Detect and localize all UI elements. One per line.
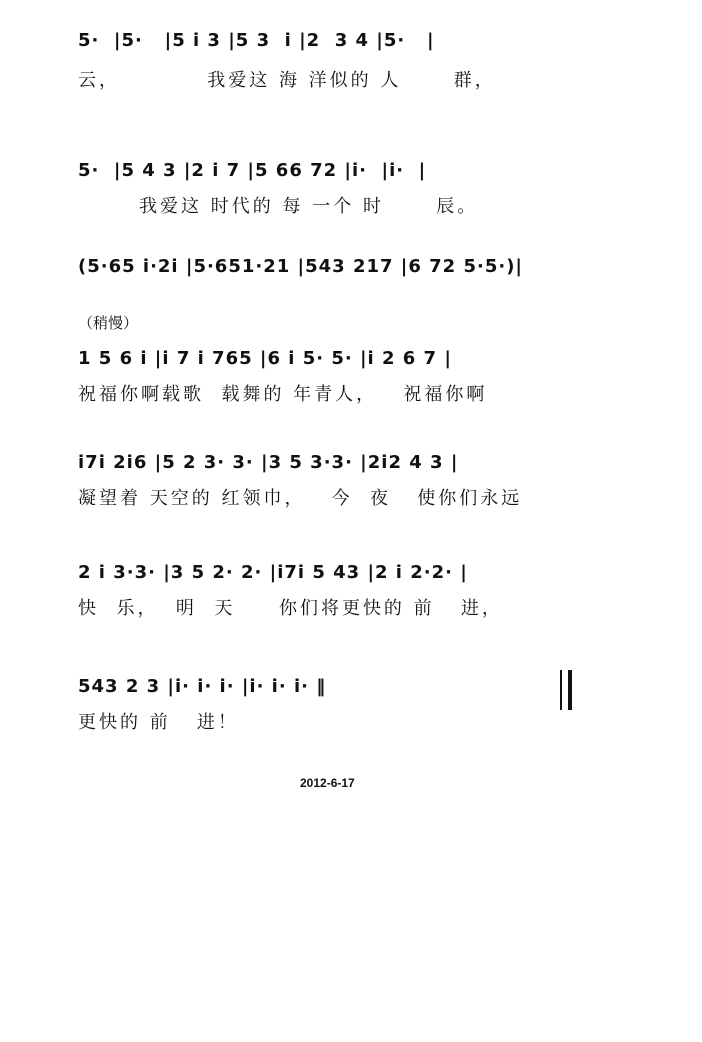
notation-line-1: 5· |5· |5 i 3 |5 3 i |2 3 4 |5· |	[78, 30, 435, 51]
tempo-mark: （稍慢）	[78, 314, 139, 332]
lyrics-line-6: 快 乐， 明 天 你们将更快的 前 进，	[78, 598, 503, 619]
lyrics-line-5: 凝望着 天空的 红领巾， 今 夜 使你们永远	[78, 488, 523, 509]
lyrics-line-4: 祝福你啊载歌 载舞的 年青人， 祝福你啊	[78, 384, 488, 405]
lyrics-line-7: 更快的 前 进！	[78, 712, 239, 733]
notation-line-4: 1 5 6 i |i 7 i 765 |6 i 5· 5· |i 2 6 7 |	[78, 348, 452, 369]
notation-line-2: 5· |5 4 3 |2 i 7 |5 66 72 |i· |i· |	[78, 160, 427, 181]
notation-line-5: i7i 2i6 |5 2 3· 3· |3 5 3·3· |2i2 4 3 |	[78, 452, 459, 473]
lyrics-line-2: 我爱这 时代的 每 一个 时 辰。	[78, 196, 479, 217]
notation-line-6: 2 i 3·3· |3 5 2· 2· |i7i 5 43 |2 i 2·2· |	[78, 562, 468, 583]
date-stamp: 2012-6-17	[300, 776, 355, 790]
notation-line-3: (5·65 i·2i |5·651·21 |543 217 |6 72 5·5·)|	[78, 256, 523, 277]
lyrics-line-1: 云， 我爱这 海 洋似的 人 群，	[78, 70, 496, 91]
final-barline	[560, 670, 572, 710]
notation-line-7: 543 2 3 |i· i· i· |i· i· i· ‖	[78, 676, 327, 697]
